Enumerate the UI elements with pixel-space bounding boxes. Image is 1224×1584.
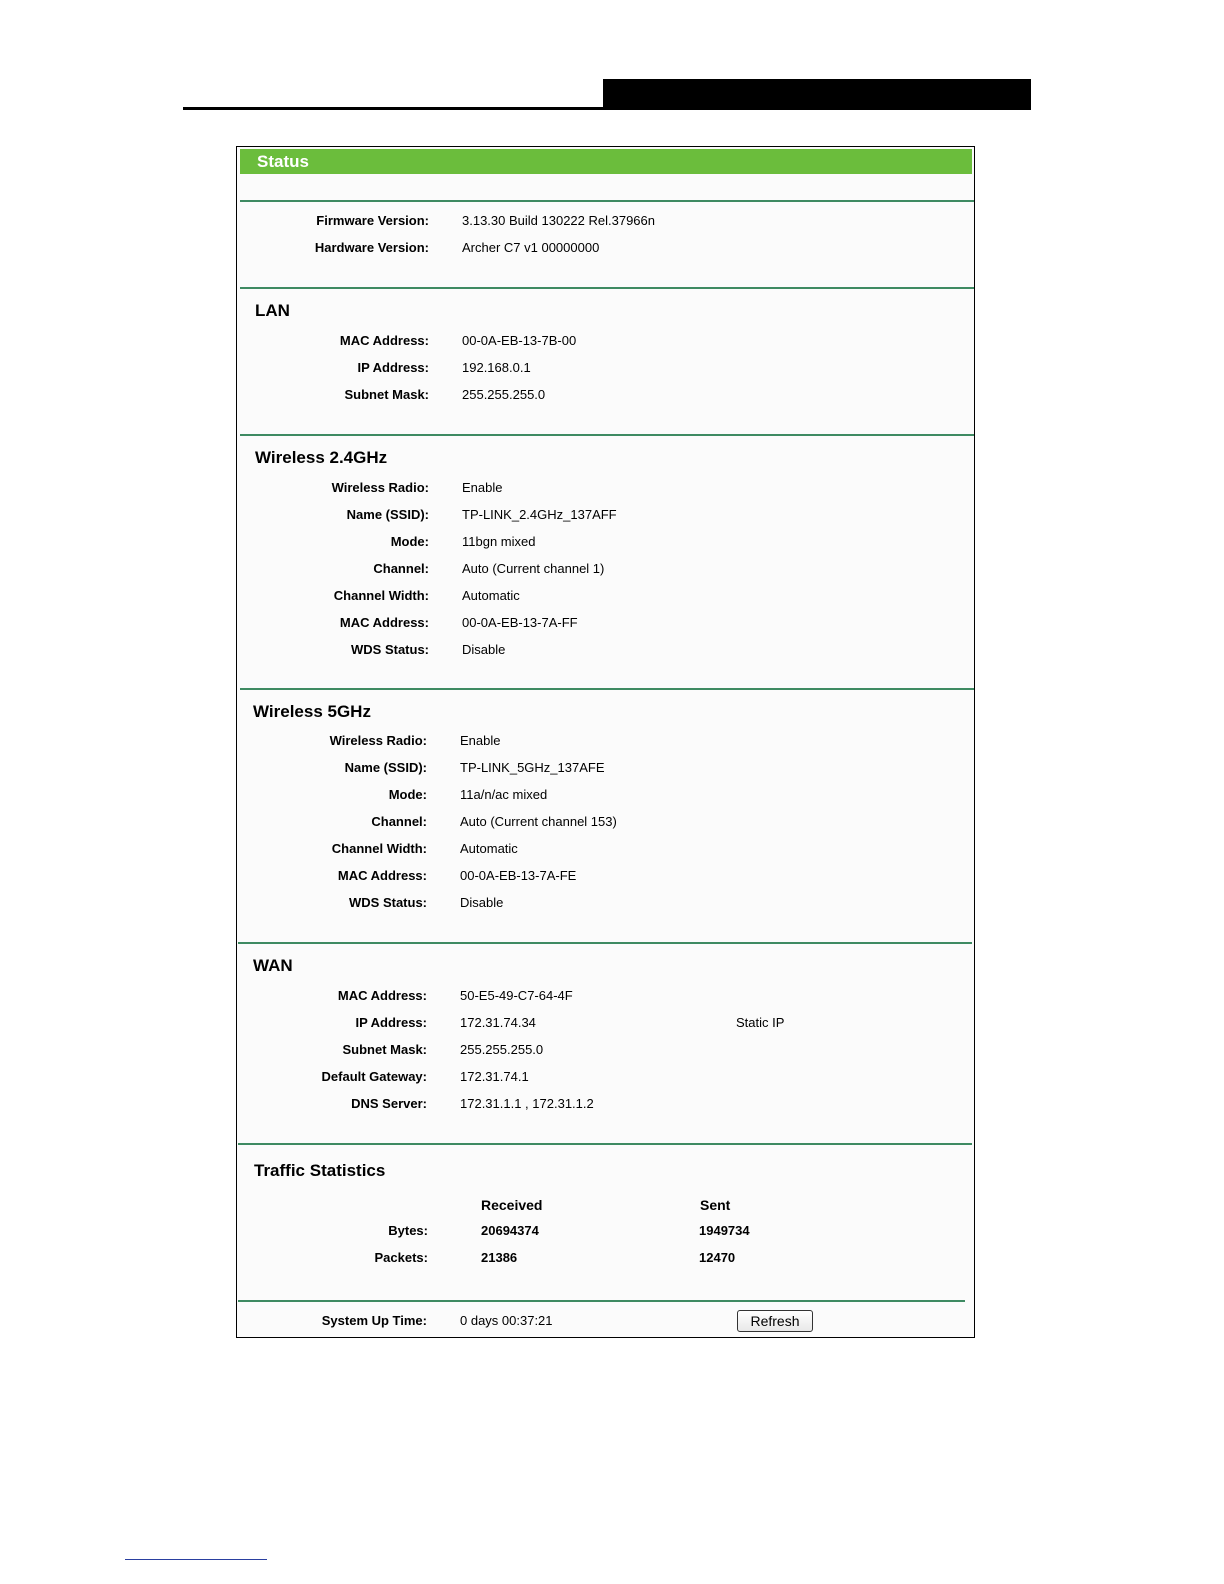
firmware-version-label: Firmware Version: xyxy=(316,213,429,228)
status-title-bar xyxy=(240,149,972,174)
uptime-value: 0 days 00:37:21 xyxy=(460,1313,553,1328)
wireless-24-mac-label: MAC Address: xyxy=(339,615,429,630)
wireless-5-ssid-value: TP-LINK_5GHz_137AFE xyxy=(460,760,605,775)
section-divider xyxy=(238,942,972,944)
wireless-5-channel-label: Channel: xyxy=(371,814,427,829)
section-divider xyxy=(238,1143,972,1145)
wireless-5-mac-label: MAC Address: xyxy=(337,868,427,883)
wireless-5-radio-label: Wireless Radio: xyxy=(329,733,427,748)
wireless-24-ssid-value: TP-LINK_2.4GHz_137AFF xyxy=(462,507,617,522)
status-panel xyxy=(236,146,975,1338)
wireless-5-ssid-label: Name (SSID): xyxy=(344,760,427,775)
wan-heading: WAN xyxy=(253,956,293,975)
traffic-bytes-sent: 1949734 xyxy=(699,1223,750,1238)
wireless-24-mode-label: Mode: xyxy=(390,534,429,549)
wireless-24-wds-value: Disable xyxy=(462,642,506,657)
section-divider xyxy=(240,200,974,202)
traffic-bytes-received: 20694374 xyxy=(481,1223,539,1238)
section-divider xyxy=(240,287,974,289)
wireless-24-channel-label: Channel: xyxy=(373,561,429,576)
hardware-version-label: Hardware Version: xyxy=(314,240,429,255)
traffic-packets-sent: 12470 xyxy=(699,1250,736,1265)
lan-ip-value: 192.168.0.1 xyxy=(462,360,531,375)
wireless-24-heading: Wireless 2.4GHz xyxy=(255,448,388,467)
wireless-5-width-value: Automatic xyxy=(460,841,518,856)
wireless-24-radio-label: Wireless Radio: xyxy=(331,480,429,495)
lan-mac-label: MAC Address: xyxy=(339,333,429,348)
wireless-24-wds-label: WDS Status: xyxy=(351,642,429,657)
traffic-sent-header: Sent xyxy=(700,1197,731,1213)
lan-heading: LAN xyxy=(255,301,290,320)
firmware-version-value: 3.13.30 Build 130222 Rel.37966n xyxy=(462,213,655,228)
page-title: Status xyxy=(257,152,309,171)
wireless-24-width-label: Channel Width: xyxy=(333,588,429,603)
wireless-5-radio-value: Enable xyxy=(460,733,501,748)
wireless-5-heading: Wireless 5GHz xyxy=(253,702,371,721)
wan-ip-label: IP Address: xyxy=(355,1015,427,1030)
wireless-24-width-value: Automatic xyxy=(462,588,520,603)
wireless-24-channel-value: Auto (Current channel 1) xyxy=(462,561,605,576)
wireless-24-radio-value: Enable xyxy=(462,480,503,495)
wireless-24-ssid-label: Name (SSID): xyxy=(346,507,429,522)
wan-subnet-value: 255.255.255.0 xyxy=(460,1042,544,1057)
lan-subnet-label: Subnet Mask: xyxy=(344,387,429,402)
footer-link-underline xyxy=(125,1559,267,1560)
hardware-version-value: Archer C7 v1 00000000 xyxy=(462,240,600,255)
wan-mac-label: MAC Address: xyxy=(337,988,427,1003)
traffic-packets-label: Packets: xyxy=(374,1250,428,1265)
section-divider xyxy=(240,688,974,690)
section-divider xyxy=(240,434,974,436)
wireless-5-channel-value: Auto (Current channel 153) xyxy=(460,814,617,829)
traffic-received-header: Received xyxy=(481,1197,543,1213)
wireless-5-mode-label: Mode: xyxy=(388,787,427,802)
wireless-5-mode-value: 11a/n/ac mixed xyxy=(460,787,548,802)
wan-ip-value: 172.31.74.34 xyxy=(460,1015,536,1030)
section-divider xyxy=(238,1300,965,1302)
wireless-5-wds-label: WDS Status: xyxy=(349,895,427,910)
document-header-rule xyxy=(183,107,1031,110)
lan-mac-value: 00-0A-EB-13-7B-00 xyxy=(462,333,577,348)
refresh-button[interactable]: Refresh xyxy=(737,1310,813,1332)
wan-dns-value: 172.31.1.1 , 172.31.1.2 xyxy=(460,1096,594,1111)
lan-subnet-value: 255.255.255.0 xyxy=(462,387,546,402)
uptime-label: System Up Time: xyxy=(321,1313,427,1328)
wireless-24-mac-value: 00-0A-EB-13-7A-FF xyxy=(462,615,578,630)
document-header-bar xyxy=(603,79,1031,110)
lan-ip-label: IP Address: xyxy=(357,360,429,375)
wan-mac-value: 50-E5-49-C7-64-4F xyxy=(460,988,573,1003)
wan-subnet-label: Subnet Mask: xyxy=(342,1042,427,1057)
wireless-5-mac-value: 00-0A-EB-13-7A-FE xyxy=(460,868,577,883)
traffic-bytes-label: Bytes: xyxy=(388,1223,428,1238)
wan-gateway-label: Default Gateway: xyxy=(321,1069,427,1084)
wan-dns-label: DNS Server: xyxy=(351,1096,427,1111)
wan-gateway-value: 172.31.74.1 xyxy=(460,1069,529,1084)
traffic-packets-received: 21386 xyxy=(481,1250,518,1265)
wan-connection-type: Static IP xyxy=(736,1015,785,1030)
wireless-5-wds-value: Disable xyxy=(460,895,504,910)
traffic-heading: Traffic Statistics xyxy=(254,1161,386,1180)
wireless-24-mode-value: 11bgn mixed xyxy=(462,534,536,549)
wireless-5-width-label: Channel Width: xyxy=(331,841,427,856)
